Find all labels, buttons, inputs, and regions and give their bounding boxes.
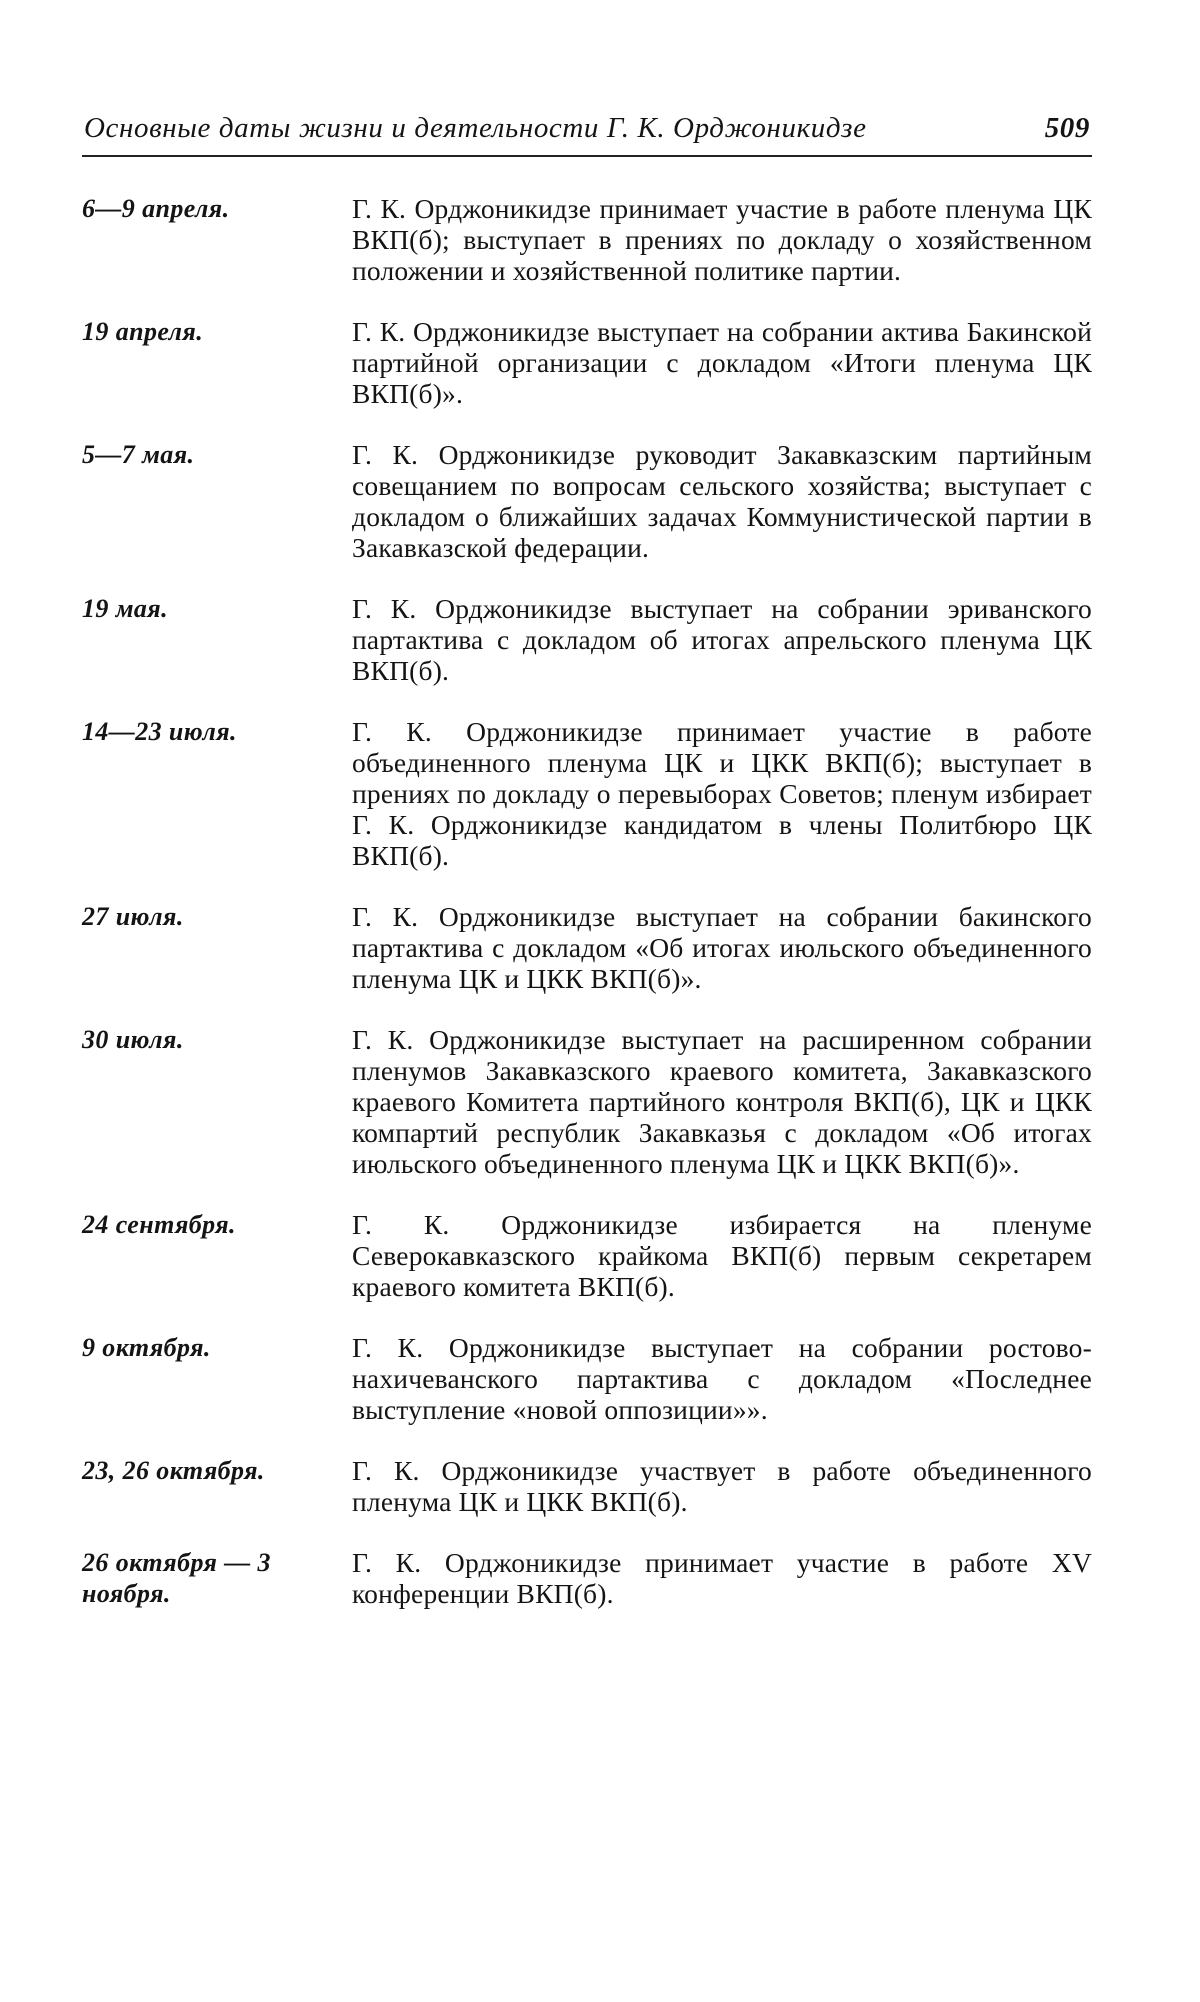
entry-text: Г. К. Орджоникидзе принимает участие в работе объединенного пленума ЦК и ЦКК ВКП(б); выступает в прениях по докладу о перевыборах Советов; пленум избирает Г. К. Орджоникидзе кандидатом в члены Политбюро ЦК ВКП(б). bbox=[352, 716, 1092, 871]
entry-text: Г. К. Орджоникидзе выступает на расширенном собрании пленумов Закавказского краевого комитета, Закавказского краевого Комитета партийного контроля ВКП(б), ЦК и ЦКК компартий республик Закавказья с докладом «Об итогах июльского объединенного пленума ЦК и ЦКК ВКП(б)». bbox=[352, 1024, 1092, 1179]
entry-date: 19 апреля. bbox=[82, 317, 204, 346]
page-number: 509 bbox=[1044, 112, 1090, 144]
running-head bbox=[82, 112, 1092, 157]
entry-date: 26 октября — 3 ноября. bbox=[82, 1548, 271, 1608]
entry-text: Г. К. Орджоникидзе выступает на собрании бакинского партактива с докладом «Об итогах июльского объединенного пленума ЦК и ЦКК ВКП(б)». bbox=[352, 901, 1092, 994]
chronology-entry bbox=[82, 1209, 1092, 1302]
entry-date: 6—9 апреля. bbox=[82, 194, 230, 223]
entry-date: 5—7 мая. bbox=[82, 440, 195, 469]
entry-date: 30 июля. bbox=[82, 1025, 184, 1054]
chronology-entry bbox=[82, 1455, 1092, 1517]
entry-text: Г. К. Орджоникидзе принимает участие в работе XV конференции ВКП(б). bbox=[352, 1547, 1092, 1609]
entry-date: 9 октября. bbox=[82, 1333, 211, 1362]
chronology-entry bbox=[82, 1547, 1092, 1609]
chronology-entry bbox=[82, 1024, 1092, 1179]
entry-text: Г. К. Орджоникидзе выступает на собрании ростово-нахичеванского партактива с докладом «Последнее выступление «новой оппозиции»». bbox=[352, 1332, 1092, 1425]
entry-date: 23, 26 октября. bbox=[82, 1456, 265, 1485]
chronology-entry bbox=[82, 716, 1092, 871]
entry-text: Г. К. Орджоникидзе принимает участие в работе пленума ЦК ВКП(б); выступает в прениях по докладу о хозяйственном положении и хозяйственной политике партии. bbox=[352, 193, 1092, 286]
entry-text: Г. К. Орджоникидзе выступает на собрании эриванского партактива с докладом об итогах апрельского пленума ЦК ВКП(б). bbox=[352, 593, 1092, 686]
entry-text: Г. К. Орджоникидзе выступает на собрании актива Бакинской партийной организации с докладом «Итоги пленума ЦК ВКП(б)». bbox=[352, 316, 1092, 409]
chronology-list bbox=[82, 193, 1092, 1609]
chronology-entry bbox=[82, 593, 1092, 686]
entry-text: Г. К. Орджоникидзе участвует в работе объединенного пленума ЦК и ЦКК ВКП(б). bbox=[352, 1455, 1092, 1517]
chronology-entry bbox=[82, 901, 1092, 994]
entry-text: Г. К. Орджоникидзе избирается на пленуме Северокавказского крайкома ВКП(б) первым секретарем краевого комитета ВКП(б). bbox=[352, 1209, 1092, 1302]
entry-date: 24 сентября. bbox=[82, 1210, 236, 1239]
book-page bbox=[82, 112, 1092, 1639]
chronology-entry bbox=[82, 439, 1092, 563]
entry-date: 14—23 июля. bbox=[82, 717, 237, 746]
entry-date: 27 июля. bbox=[82, 902, 184, 931]
chronology-entry bbox=[82, 193, 1092, 286]
chronology-entry bbox=[82, 1332, 1092, 1425]
running-title: Основные даты жизни и деятельности Г. К. Орджоникидзе bbox=[84, 112, 867, 144]
entry-text: Г. К. Орджоникидзе руководит Закавказским партийным совещанием по вопросам сельского хозяйства; выступает с докладом о ближайших задачах Коммунистической партии в Закавказской федерации. bbox=[352, 439, 1092, 563]
chronology-entry bbox=[82, 316, 1092, 409]
entry-date: 19 мая. bbox=[82, 594, 169, 623]
